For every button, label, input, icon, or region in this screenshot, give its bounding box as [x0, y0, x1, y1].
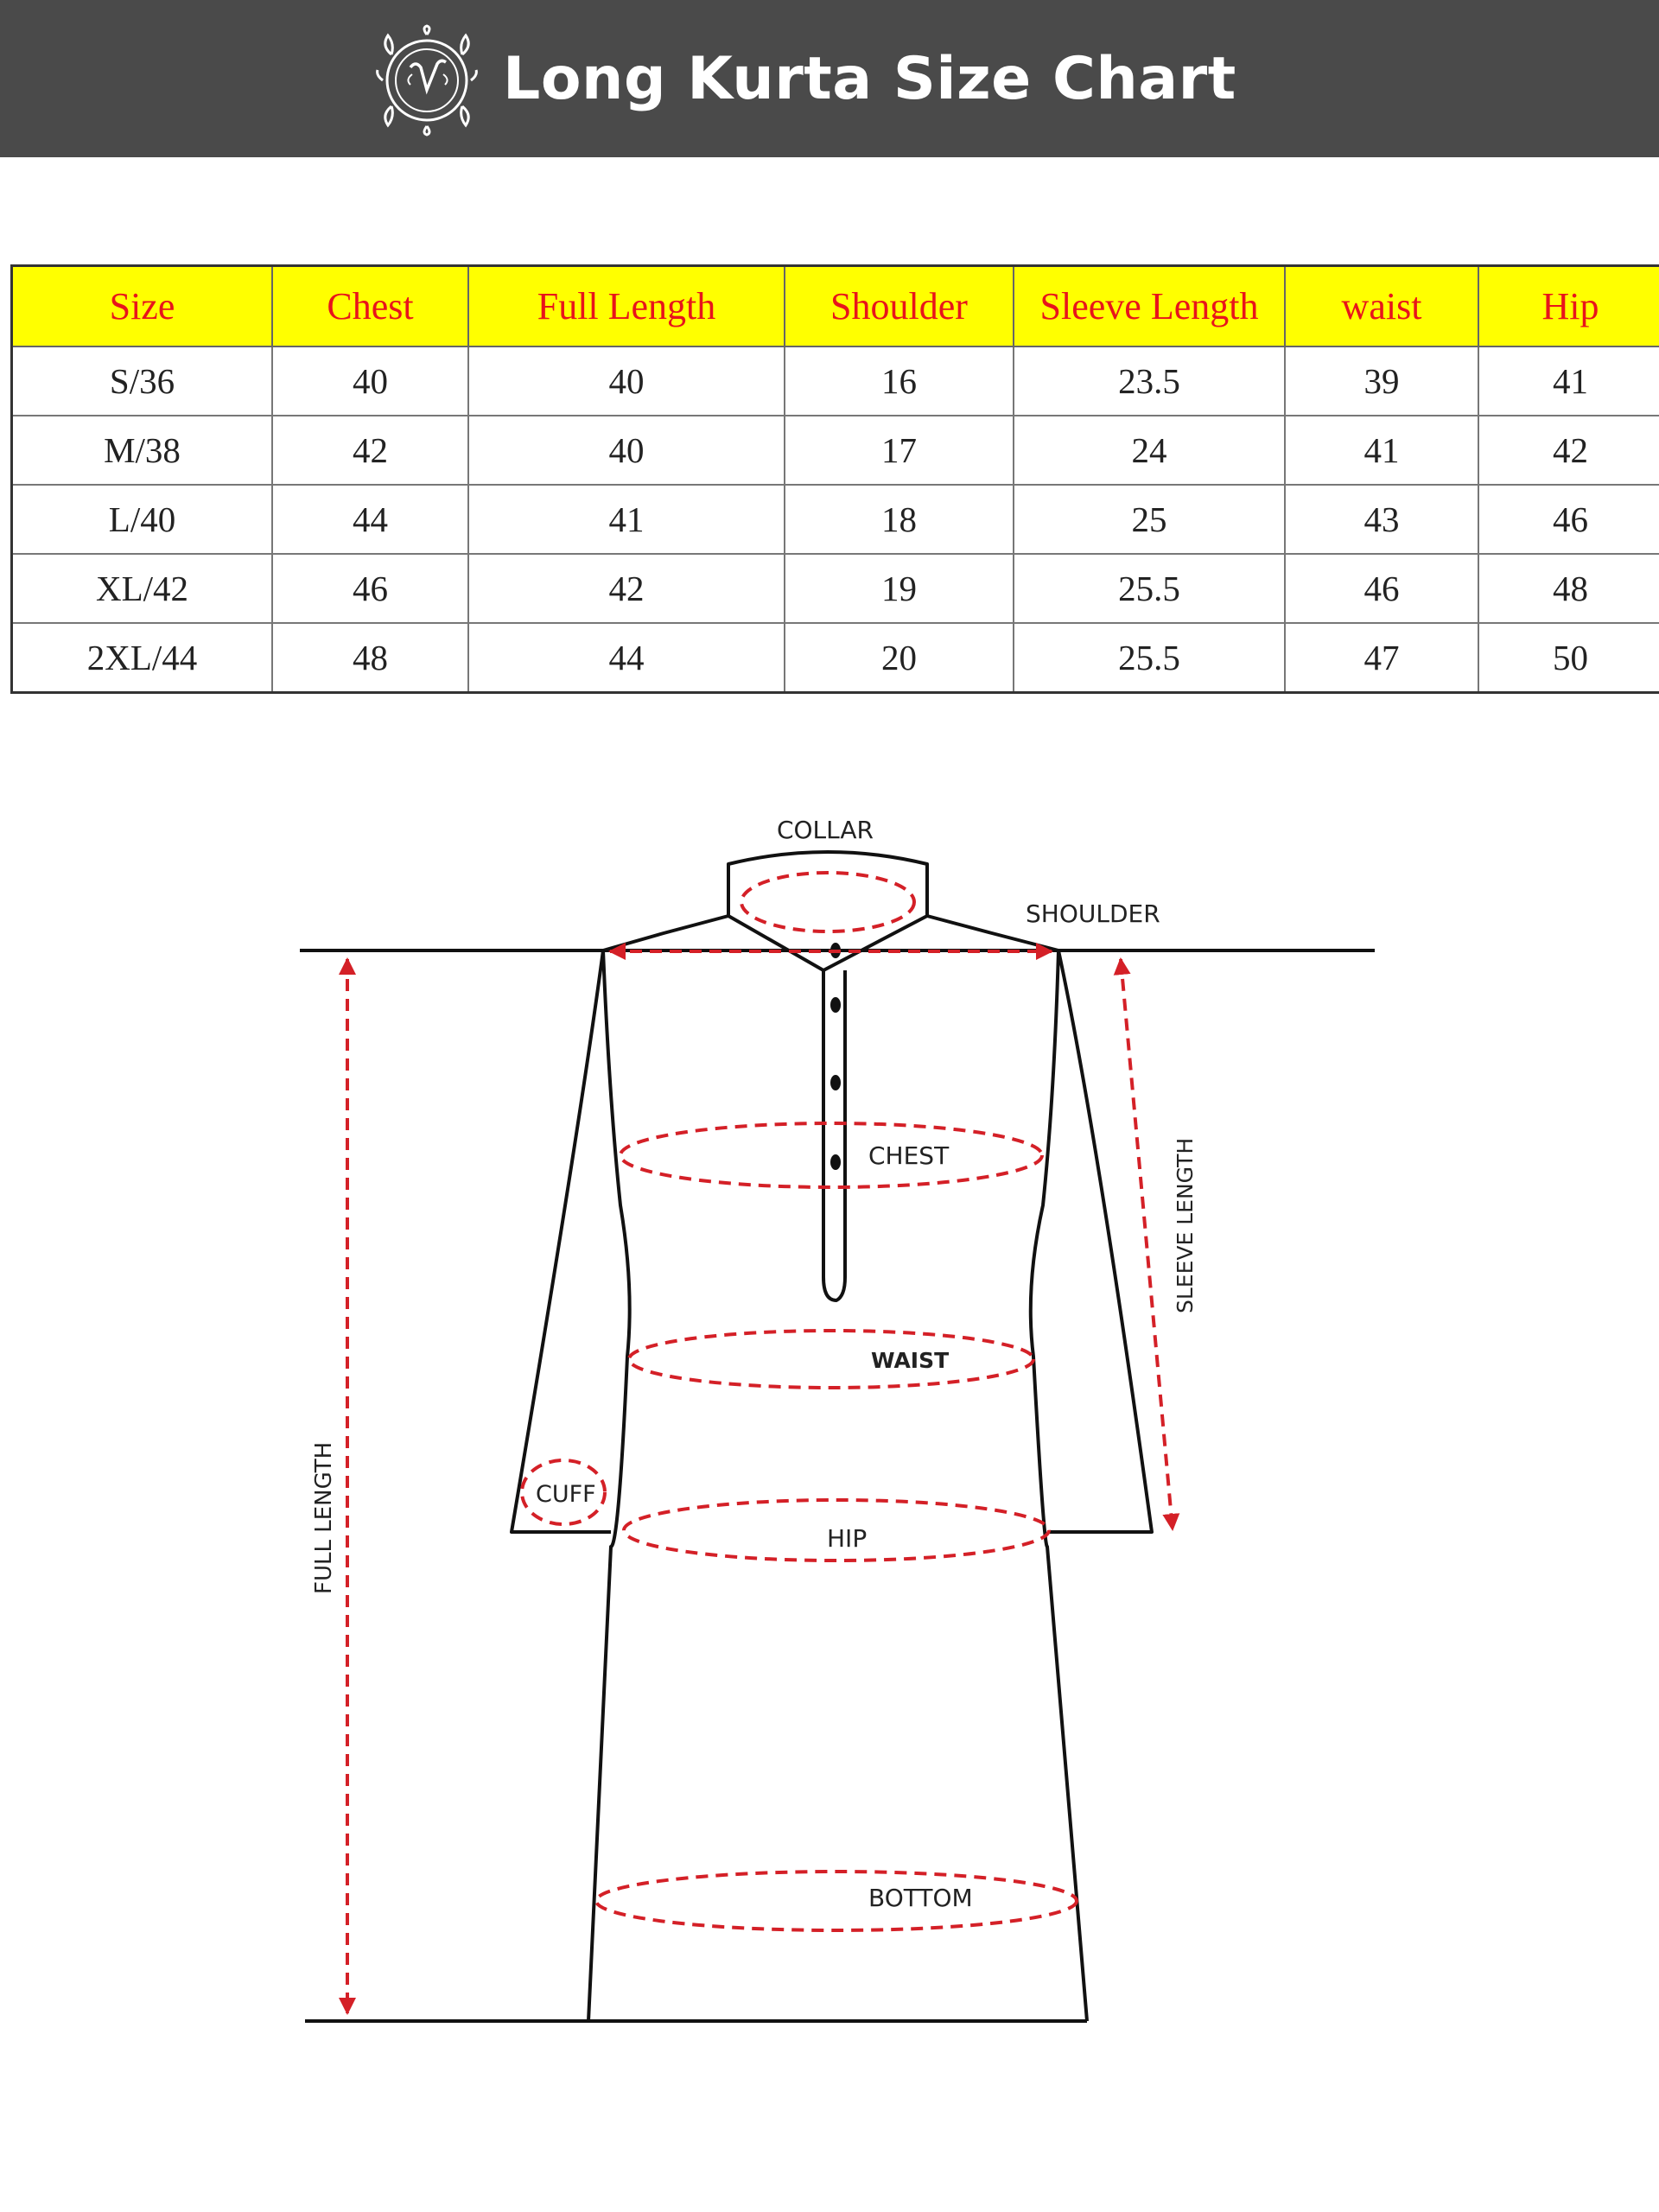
table-cell: 25.5	[1014, 554, 1285, 623]
table-cell: 41	[1478, 346, 1659, 416]
table-cell: 25	[1014, 485, 1285, 554]
table-cell: 42	[1478, 416, 1659, 485]
table-cell: 42	[272, 416, 468, 485]
table-cell: 47	[1285, 623, 1478, 693]
table-cell: 17	[785, 416, 1014, 485]
full-length-label: FULL LENGTH	[311, 1441, 337, 1594]
bottom-measure-loop	[596, 1872, 1077, 1930]
column-header: Full Length	[468, 266, 785, 347]
hip-label: HIP	[827, 1524, 868, 1553]
button-dot	[830, 997, 841, 1013]
chest-measure-loop	[620, 1123, 1042, 1187]
table-cell: 19	[785, 554, 1014, 623]
waist-measure-loop	[629, 1331, 1033, 1388]
table-cell: 40	[468, 416, 785, 485]
table-cell: 48	[272, 623, 468, 693]
cuff-label: CUFF	[536, 1481, 596, 1508]
bottom-label: BOTTOM	[868, 1884, 973, 1912]
table-cell: 48	[1478, 554, 1659, 623]
table-cell: M/38	[12, 416, 273, 485]
column-header: Shoulder	[785, 266, 1014, 347]
table-cell: 46	[1285, 554, 1478, 623]
table-cell: XL/42	[12, 554, 273, 623]
waist-label: WAIST	[871, 1348, 950, 1373]
table-cell: 42	[468, 554, 785, 623]
column-header: Size	[12, 266, 273, 347]
table-cell: 40	[468, 346, 785, 416]
kurta-outline	[300, 852, 1375, 2021]
table-cell: 44	[468, 623, 785, 693]
table-cell: 16	[785, 346, 1014, 416]
table-cell: 25.5	[1014, 623, 1285, 693]
sleeve-length-measure-arrow	[1121, 959, 1173, 1529]
table-cell: 24	[1014, 416, 1285, 485]
column-header: Sleeve Length	[1014, 266, 1285, 347]
table-cell: 46	[1478, 485, 1659, 554]
button-dot	[830, 1154, 841, 1170]
table-cell: 40	[272, 346, 468, 416]
column-header: Hip	[1478, 266, 1659, 347]
collar-measure-loop	[741, 873, 914, 931]
table-cell: 46	[272, 554, 468, 623]
table-cell: 43	[1285, 485, 1478, 554]
table-cell: 41	[468, 485, 785, 554]
button-dot	[830, 1075, 841, 1090]
table-cell: 41	[1285, 416, 1478, 485]
table-cell: 23.5	[1014, 346, 1285, 416]
collar-label: COLLAR	[776, 816, 874, 844]
column-header: waist	[1285, 266, 1478, 347]
page-title: Long Kurta Size Chart	[503, 45, 1236, 113]
table-cell: 2XL/44	[12, 623, 273, 693]
table-cell: 44	[272, 485, 468, 554]
kurta-buttons	[830, 943, 841, 1170]
column-header: Chest	[272, 266, 468, 347]
table-cell: 39	[1285, 346, 1478, 416]
table-cell: L/40	[12, 485, 273, 554]
table-cell: 20	[785, 623, 1014, 693]
shoulder-label: SHOULDER	[1026, 899, 1160, 928]
table-cell: 18	[785, 485, 1014, 554]
sleeve-length-label: SLEEVE LENGTH	[1173, 1137, 1198, 1313]
table-cell: 50	[1478, 623, 1659, 693]
table-cell: S/36	[12, 346, 273, 416]
chest-label: CHEST	[868, 1141, 950, 1170]
